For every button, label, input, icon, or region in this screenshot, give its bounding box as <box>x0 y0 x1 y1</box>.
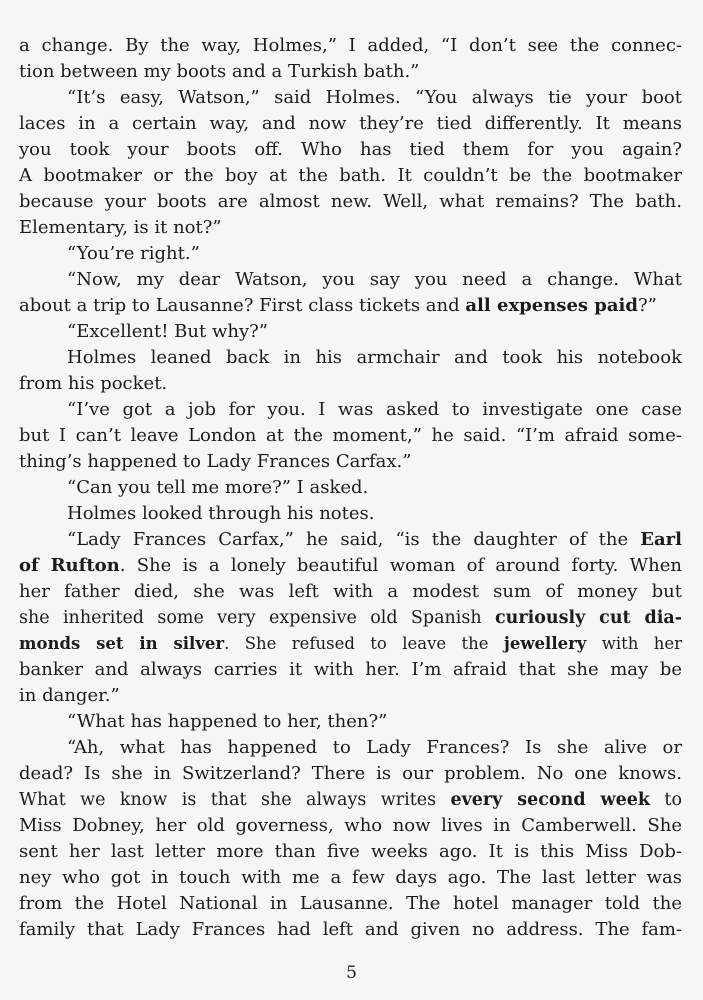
text-line <box>19 345 682 371</box>
text-run: Holmes leaned back in his armchair and took his notebook <box>67 347 682 368</box>
text-run: you took your boots off. Who has tied them for you again? <box>19 139 682 160</box>
text-line <box>19 657 682 683</box>
text-run: “I’ve got a job for you. I was asked to investigate one case <box>67 399 682 420</box>
text-run: “You’re right.” <box>67 243 200 264</box>
text-line <box>19 501 682 527</box>
text-line <box>19 293 682 319</box>
text-run: sent her last letter more than five weeks ago. It is this Miss Dob- <box>19 841 682 862</box>
text-run: . She is a lonely beautiful woman of around forty. When <box>119 555 682 576</box>
text-line <box>19 735 682 761</box>
text-run: because your boots are almost new. Well, what remains? The bath. <box>19 191 682 212</box>
text-run: “Lady Frances Carfax,” he said, “is the daughter of the <box>67 529 641 550</box>
text-line <box>19 319 682 345</box>
text-run: Miss Dobney, her old governess, who now lives in Camberwell. She <box>19 815 682 836</box>
text-run: laces in a certain way, and now they’re tied differently. It means <box>19 113 682 134</box>
text-line <box>19 917 682 943</box>
text-run: “It’s easy, Watson,” said Holmes. “You always tie your boot <box>67 87 682 108</box>
text-run: A bootmaker or the boy at the bath. It couldn’t be the bootmaker <box>19 165 682 186</box>
text-line <box>19 449 682 475</box>
text-line <box>19 579 682 605</box>
text-run: “Can you tell me more?” I asked. <box>67 477 369 498</box>
page-number: 5 <box>346 963 357 983</box>
text-line <box>19 371 682 397</box>
text-line <box>19 163 682 189</box>
text-line <box>19 215 682 241</box>
text-line <box>19 423 682 449</box>
text-line <box>19 761 682 787</box>
text-line <box>19 137 682 163</box>
text-line <box>19 267 682 293</box>
text-line <box>19 631 682 657</box>
text-line <box>19 85 682 111</box>
text-line <box>19 553 682 579</box>
text-run: from his pocket. <box>19 373 168 394</box>
text-line <box>19 241 682 267</box>
text-run: to <box>649 790 682 810</box>
text-run: but I can’t leave London at the moment,” he said. “I’m afraid some- <box>19 425 682 446</box>
text-line <box>19 605 682 631</box>
text-run: a change. By the way, Holmes,” I added, “I don’t see the connec- <box>19 35 682 56</box>
bold-phrase: jewellery <box>503 634 587 653</box>
bold-phrase: curiously cut dia- <box>494 608 682 628</box>
text-run: in danger.” <box>19 685 120 706</box>
text-line <box>19 59 682 85</box>
text-run: . She refused to leave the <box>224 634 504 653</box>
text-line <box>19 527 682 553</box>
text-run: banker and always carries it with her. I’m afraid that she may be <box>19 659 682 680</box>
text-run: dead? Is she in Switzerland? There is our problem. No one knows. <box>19 763 682 784</box>
text-run: thing’s happened to Lady Frances Carfax.” <box>19 451 412 472</box>
bold-phrase: every second week <box>450 790 650 810</box>
bold-phrase: all expenses paid <box>465 295 638 316</box>
text-run: ney who got in touch with me a few days ago. The last letter was <box>19 867 682 888</box>
text-run: tion between my boots and a Turkish bath.” <box>19 61 420 82</box>
bold-phrase: monds set in silver <box>19 634 225 653</box>
bold-phrase: of Rufton <box>19 555 120 576</box>
text-line <box>19 787 682 813</box>
text-line <box>19 865 682 891</box>
text-line <box>19 813 682 839</box>
text-run: “Now, my dear Watson, you say you need a change. What <box>67 269 682 290</box>
text-line <box>19 709 682 735</box>
text-run: What we know is that she always writes <box>19 790 451 810</box>
text-line <box>19 683 682 709</box>
text-line <box>19 839 682 865</box>
text-run: “What has happened to her, then?” <box>67 711 388 732</box>
text-line <box>19 397 682 423</box>
text-run: from the Hotel National in Lausanne. The hotel manager told the <box>19 893 682 914</box>
text-line <box>19 189 682 215</box>
text-run: “Ah, what has happened to Lady Frances? Is she alive or <box>67 737 682 758</box>
text-run: Elementary, is it not?” <box>19 217 222 238</box>
bold-phrase: Earl <box>640 529 682 550</box>
text-run: family that Lady Frances had left and given no address. The fam- <box>19 919 682 940</box>
text-line <box>19 891 682 917</box>
text-line <box>19 475 682 501</box>
text-run: with her <box>586 634 682 653</box>
text-run: “Excellent! But why?” <box>67 321 268 342</box>
text-run: about a trip to Lausanne? First class tickets and <box>19 295 466 316</box>
book-page-text <box>19 33 682 943</box>
text-run: ?” <box>637 295 657 316</box>
text-run: she inherited some very expensive old Spanish <box>19 608 495 628</box>
text-run: Holmes looked through his notes. <box>67 503 375 524</box>
text-run: her father died, she was left with a modest sum of money but <box>19 581 682 602</box>
text-line <box>19 33 682 59</box>
text-line <box>19 111 682 137</box>
